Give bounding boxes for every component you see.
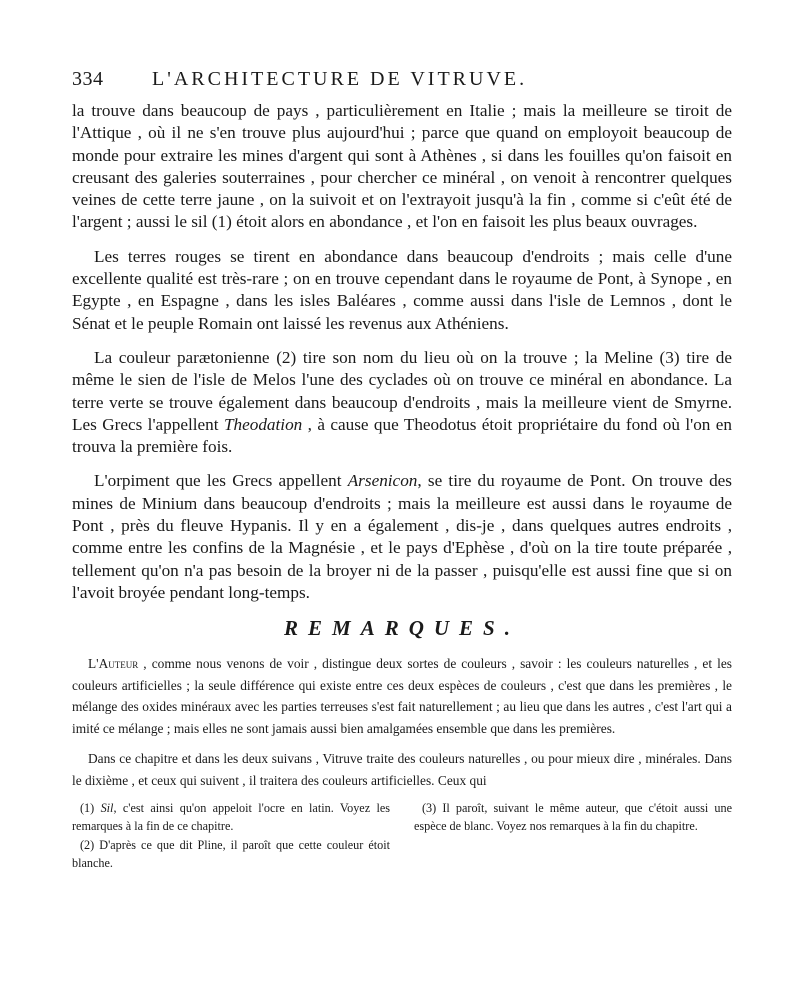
running-title: L'ARCHITECTURE DE VITRUVE. <box>152 68 528 90</box>
main-text <box>72 100 732 604</box>
paragraph-paraetonium <box>72 347 732 458</box>
footnote-1-text: , c'est ainsi qu'on appeloit l'ocre en latin. Voyez les remarques à la fin de ce chapitre. <box>72 801 391 833</box>
footnote-2: (2) D'après ce que dit Pline, il paroît que cette couleur étoit blanche. <box>72 838 390 870</box>
paragraph-red-earth: Les terres rouges se tirent en abondance dans beaucoup d'endroits ; mais celle d'une excellente qualité est très-rare ; on en trouve cependant dans le royaume de Pont, à Synope , en Egypte , en Espagne , dans les isles Baléares , comme aussi dans l'isle de Lemnos , dont le Sénat et le peuple Romain ont laissé les revenus aux Athéniens. <box>72 246 732 333</box>
page-header <box>72 66 732 96</box>
footnotes <box>72 800 732 874</box>
footnote-3: (3) Il paroît, suivant le même auteur, que c'étoit aussi une espèce de blanc. Voyez nos remarques à la fin du chapitre. <box>414 801 732 833</box>
footnotes-left-column <box>72 800 390 874</box>
remark-paragraph-2: Dans ce chapitre et dans les deux suivans , Vitruve traite des couleurs naturelles , ou pour mieux dire , minérales. Dans le dixième , et ceux qui suivent , il traitera des couleurs artificielles. Ceux qui <box>72 751 732 788</box>
paragraph-orpiment <box>72 470 732 604</box>
footnote-1-term: Sil <box>100 801 114 816</box>
remarks-text <box>72 653 732 791</box>
term-theodation: Theodation <box>223 414 303 434</box>
footnote-1-mark: (1) <box>80 801 101 816</box>
footnote-1 <box>72 800 390 835</box>
footnotes-right-column <box>414 800 732 874</box>
paragraph-paraetonium-part1: La couleur parætonienne (2) tire son nom du lieu où on la trouve ; la Meline (3) tire de même le sien de l'isle de Melos l'une des cyclades où on trouve ce minéral en abondance. La terre verte se trouve également dans beaucoup d'endroits , mais la meilleure vient de Smyrne. Les Grecs l'appellent <box>72 347 732 434</box>
term-arsenicon: Arsenicon <box>347 471 418 491</box>
paragraph-orpiment-part1: L'orpiment que les Grecs appellent <box>94 471 348 491</box>
book-page <box>72 66 732 874</box>
remark-author-word: L'Auteur <box>88 656 139 672</box>
paragraph-paraetonium-part2: , à cause que Theodotus étoit propriétaire du fond où l'on en trouva la première fois. <box>72 414 732 457</box>
paragraph-orpiment-part2: , se tire du royaume de Pont. On trouve des mines de Minium dans beaucoup d'endroits ; mais la meilleure est aussi dans le royaume de Pont , près du fleuve Hypanis. Il y en a également , dis-je , dans quelques autres endroits , comme entre les confins de la Magnésie , et le pays d'Ephèse , d'où on la tire toute préparée , tellement qu'on n'a pas besoin de la broyer ni de la passer , puisqu'elle est aussi fine que si on l'avoit broyée pendant long-temps. <box>72 471 732 602</box>
remark-paragraph-1-text: , comme nous venons de voir , distingue deux sortes de couleurs , savoir : les couleurs naturelles , et les couleurs artificielles ; la seule différence qui existe entre ces deux espèces de couleurs , c'est que dans les premières , le mélange des oxides minéraux avec les parties terreuses s'est fait naturellement ; au lieu que dans les autres , c'est l'art qui a imité ce mélange ; mais elles ne sont jamais aussi bien amalgamées ensemble que dans les premières. <box>72 656 732 736</box>
remark-paragraph-1 <box>72 653 732 739</box>
paragraph-yellow-earth: la trouve dans beaucoup de pays , particulièrement en Italie ; mais la meilleure se tiroit de l'Attique , où il ne s'en trouve plus aujourd'hui ; parce que quand on employoit beaucoup de monde pour extraire les mines d'argent qui sont à Athènes , si dans les fouilles qu'on faisoit en creusant des galeries souterraines , pour chercher ce minéral , on venoit à rencontrer quelques veines de cette terre jaune , on la suivoit et on l'extrayoit jusqu'à la fin , comme si c'eût été de l'argent ; aussi le sil (1) étoit alors en abondance , et l'on en faisoit les plus beaux ouvrages. <box>72 101 732 232</box>
page-number: 334 <box>72 68 104 90</box>
remarks-heading: REMARQUES. <box>284 616 520 641</box>
